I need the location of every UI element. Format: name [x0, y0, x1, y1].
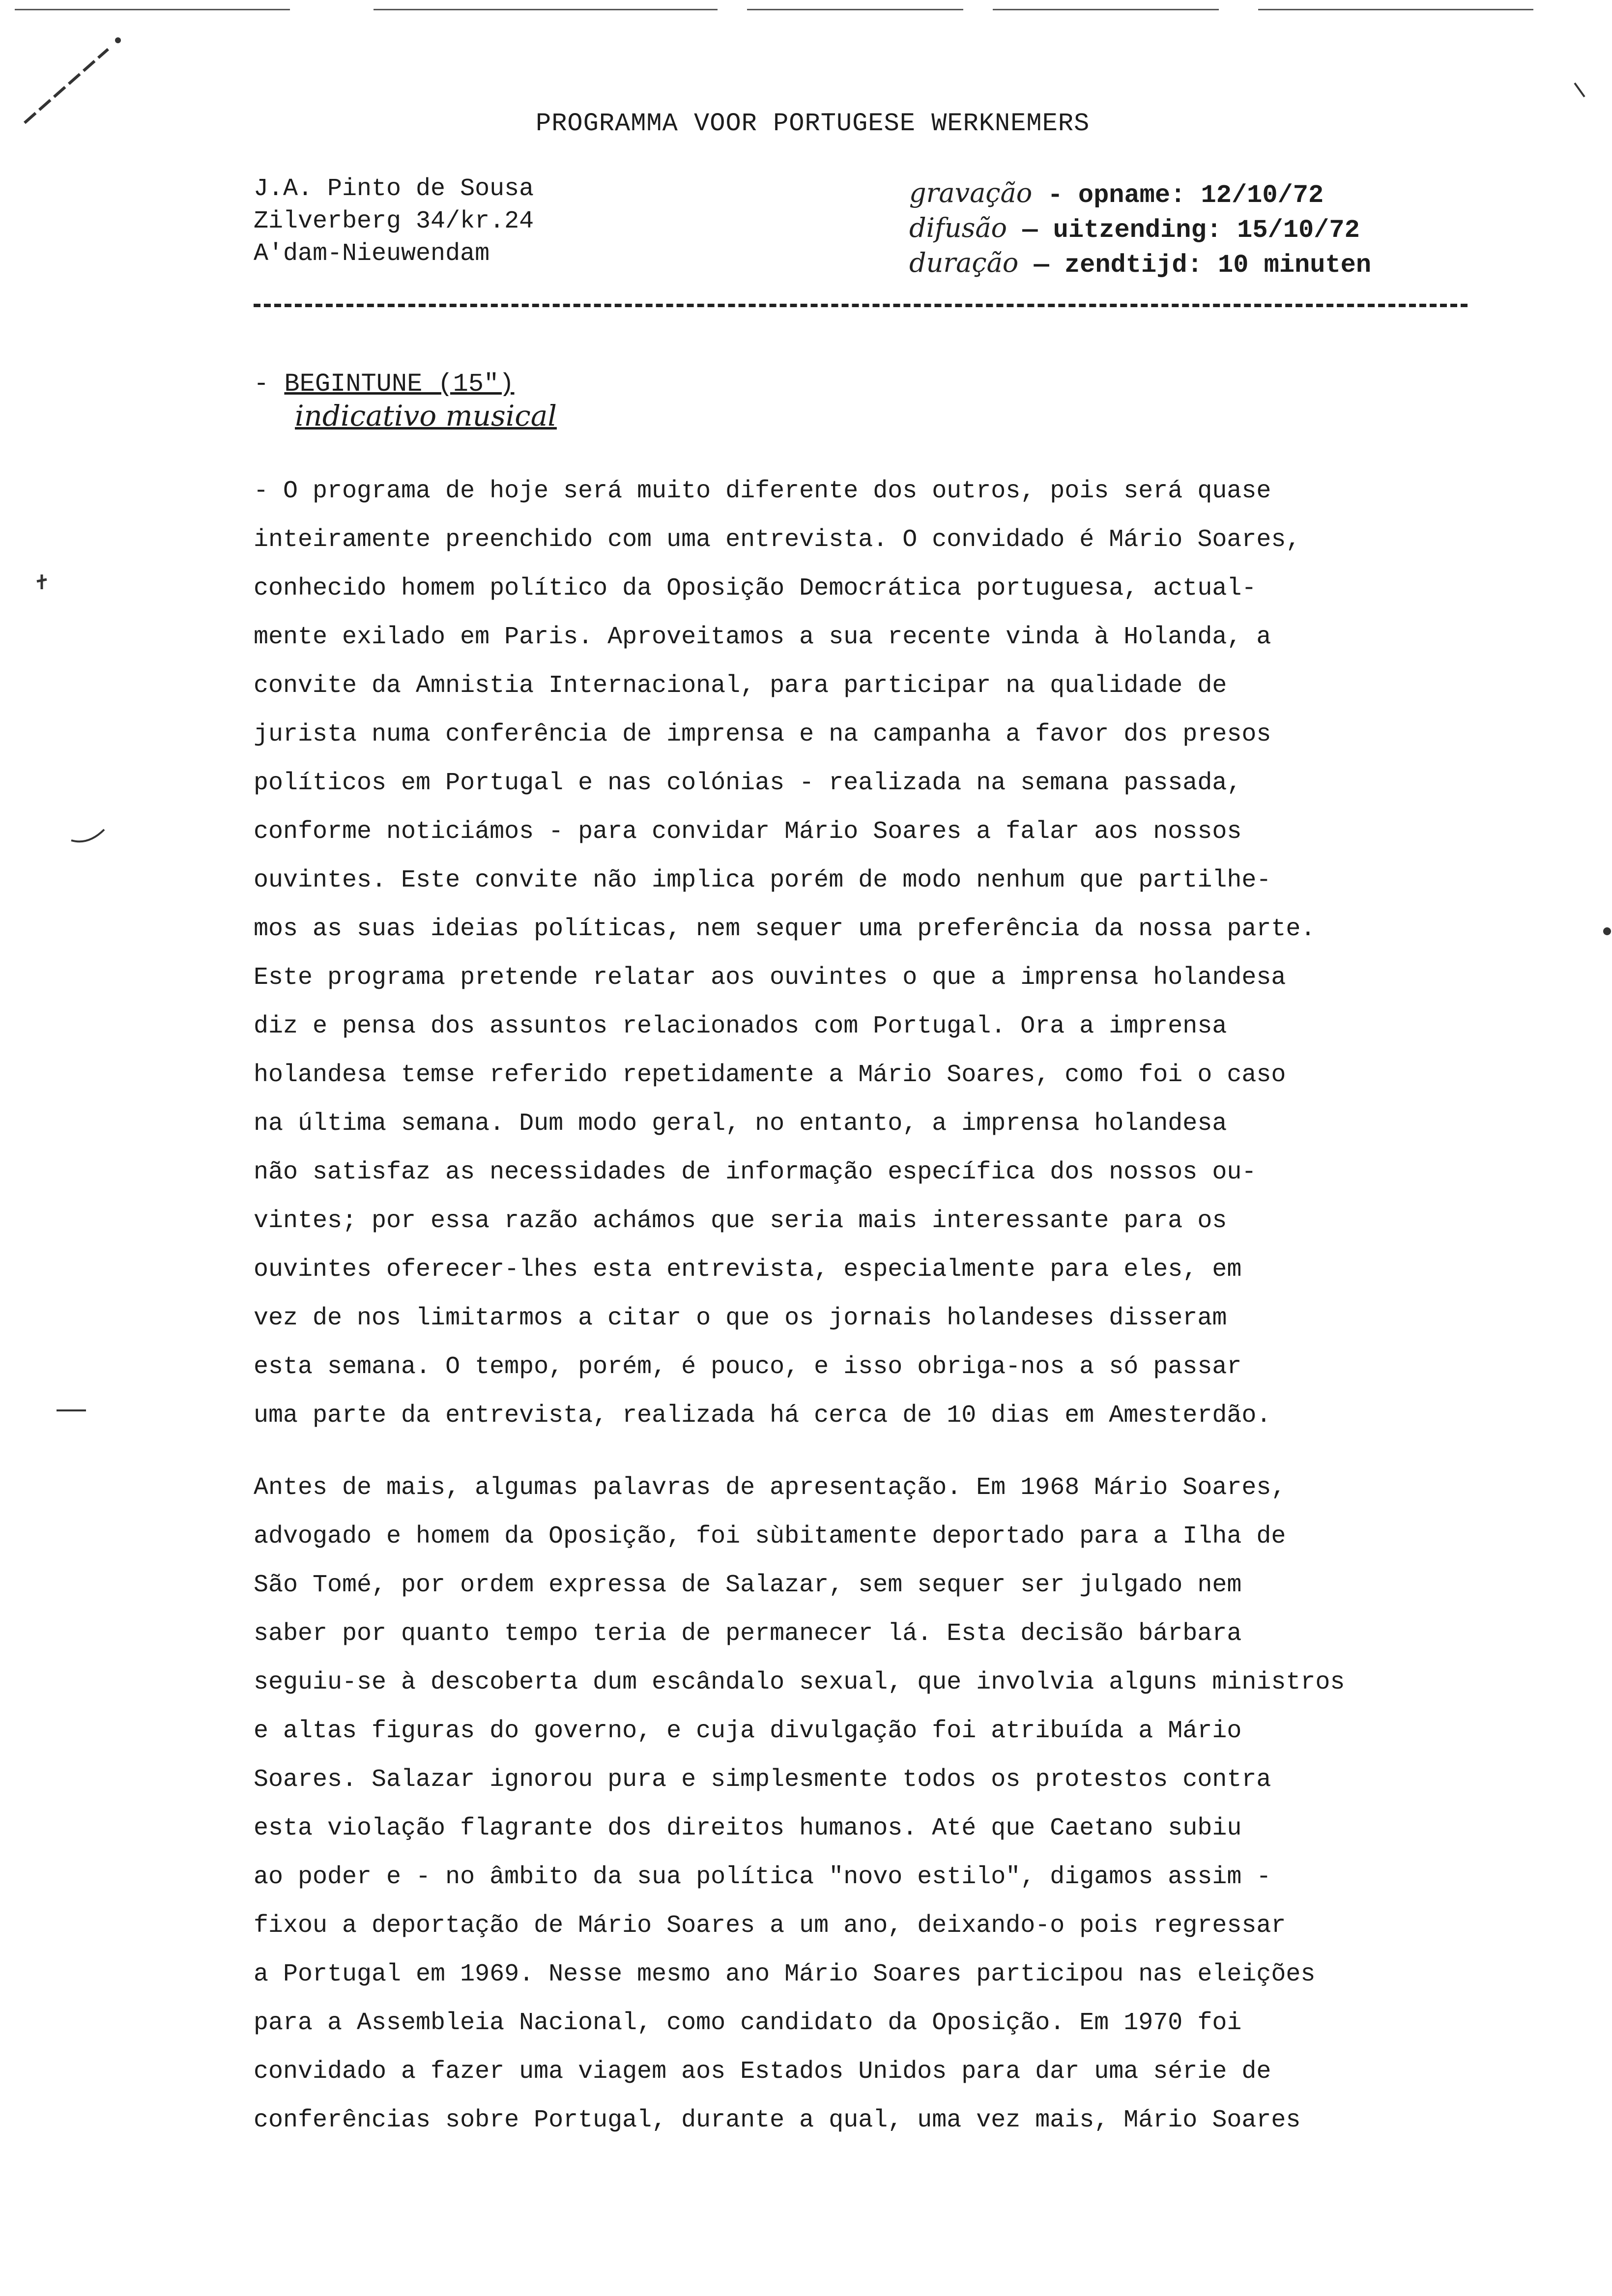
meta-row-broadcast: [909, 212, 1371, 247]
margin-mark: [54, 1406, 88, 1415]
text-line: vez de nos limitarmos a citar o que os jornais holandeses disseram: [254, 1304, 1227, 1332]
handwritten-annotation: difusão: [909, 212, 1008, 243]
dashed-separator: [254, 304, 1468, 307]
text-line: esta violação flagrante dos direitos humanos. Até que Caetano subiu: [254, 1814, 1242, 1842]
text-line: convidado a fazer uma viagem aos Estados Unidos para dar uma série de: [254, 2058, 1271, 2086]
pen-stroke-mark: [20, 29, 128, 128]
meta-label: - opname:: [1047, 181, 1186, 210]
text-line: mos as suas ideias políticas, nem sequer uma preferência da nossa parte.: [254, 915, 1316, 943]
margin-mark: [34, 573, 49, 592]
text-line: saber por quanto tempo teria de permanecer lá. Esta decisão bárbara: [254, 1620, 1242, 1648]
text-line: - O programa de hoje será muito diferente dos outros, pois será quase: [254, 477, 1271, 505]
text-line: Este programa pretende relatar aos ouvintes o que a imprensa holandesa: [254, 964, 1286, 992]
meta-label: — zendtijd:: [1034, 251, 1203, 280]
text-line: jurista numa conferência de imprensa e na campanha a favor dos presos: [254, 720, 1271, 748]
begintune-label: BEGINTUNE (15"): [284, 370, 515, 399]
text-line: conferências sobre Portugal, durante a qual, uma vez mais, Mário Soares: [254, 2106, 1301, 2134]
text-line: para a Assembleia Nacional, como candidato da Oposição. Em 1970 foi: [254, 2009, 1242, 2037]
handwritten-annotation: duração: [909, 247, 1019, 278]
text-line: Soares. Salazar ignorou pura e simplesmente todos os protestos contra: [254, 1766, 1271, 1794]
text-line: conhecido homem político da Oposição Democrática portuguesa, actual-: [254, 574, 1257, 603]
handwritten-annotation: indicativo musical: [295, 399, 557, 432]
broadcast-meta: [909, 177, 1371, 282]
pen-stroke-mark: [1573, 81, 1587, 101]
text-line: seguiu-se à descoberta dum escândalo sexual, que involvia alguns ministros: [254, 1668, 1345, 1696]
begintune-prefix: -: [254, 370, 285, 399]
text-line: Antes de mais, algumas palavras de apresentação. Em 1968 Mário Soares,: [254, 1474, 1286, 1502]
margin-mark: [69, 826, 108, 845]
scan-edge-rule: [747, 9, 963, 10]
text-line: na última semana. Dum modo geral, no entanto, a imprensa holandesa: [254, 1110, 1227, 1138]
scan-edge-rule: [1258, 9, 1533, 10]
address-line: Zilverberg 34/kr.24: [254, 207, 534, 235]
meta-value: 10 minuten: [1218, 251, 1372, 280]
meta-label: — uitzending:: [1022, 216, 1222, 245]
address-line: J.A. Pinto de Sousa: [254, 175, 534, 203]
text-line: São Tomé, por ordem expressa de Salazar, sem sequer ser julgado nem: [254, 1571, 1242, 1599]
scan-edge-rule: [374, 9, 718, 10]
text-line: inteiramente preenchido com uma entrevista. O convidado é Mário Soares,: [254, 526, 1301, 554]
text-line: ouvintes. Este convite não implica porém de modo nenhum que partilhe-: [254, 866, 1271, 894]
document-title: PROGRAMMA VOOR PORTUGESE WERKNEMERS: [536, 109, 1090, 138]
text-line: uma parte da entrevista, realizada há cerca de 10 dias em Amesterdão.: [254, 1402, 1271, 1430]
text-line: holandesa temse referido repetidamente a Mário Soares, como foi o caso: [254, 1061, 1286, 1089]
scan-edge-rule: [993, 9, 1219, 10]
text-line: diz e pensa dos assuntos relacionados com Portugal. Ora a imprensa: [254, 1012, 1227, 1040]
margin-mark: [1602, 925, 1612, 938]
meta-row-duration: [909, 247, 1371, 282]
text-line: advogado e homem da Oposição, foi sùbitamente deportado para a Ilha de: [254, 1522, 1286, 1550]
text-line: ao poder e - no âmbito da sua política "novo estilo", digamos assim -: [254, 1863, 1271, 1891]
handwritten-annotation: gravação: [909, 177, 1033, 208]
text-line: esta semana. O tempo, porém, é pouco, e isso obriga-nos a só passar: [254, 1353, 1242, 1381]
address-line: A'dam-Nieuwendam: [254, 240, 490, 268]
text-line: convite da Amnistia Internacional, para participar na qualidade de: [254, 672, 1227, 700]
body-paragraph: [254, 1464, 1512, 2145]
text-line: fixou a deportação de Mário Soares a um ano, deixando-o pois regressar: [254, 1912, 1286, 1940]
text-line: conforme noticiámos - para convidar Mário Soares a falar aos nossos: [254, 818, 1242, 846]
text-line: ouvintes oferecer-lhes esta entrevista, especialmente para eles, em: [254, 1256, 1242, 1284]
text-line: a Portugal em 1969. Nesse mesmo ano Mário Soares participou nas eleições: [254, 1960, 1316, 1988]
text-line: mente exilado em Paris. Aproveitamos a sua recente vinda à Holanda, a: [254, 623, 1271, 651]
text-line: vintes; por essa razão achámos que seria mais interessante para os: [254, 1207, 1227, 1235]
meta-value: 15/10/72: [1237, 216, 1360, 245]
text-line: políticos em Portugal e nas colónias - realizada na semana passada,: [254, 769, 1242, 797]
sender-address: [254, 173, 534, 270]
begintune-heading: [254, 370, 515, 399]
scan-edge-rule: [15, 9, 290, 10]
body-paragraph: [254, 467, 1512, 1440]
text-line: e altas figuras do governo, e cuja divulgação foi atribuída a Mário: [254, 1717, 1242, 1745]
text-line: não satisfaz as necessidades de informação específica dos nossos ou-: [254, 1158, 1257, 1186]
meta-value: 12/10/72: [1201, 181, 1324, 210]
meta-row-recording: [909, 177, 1371, 212]
